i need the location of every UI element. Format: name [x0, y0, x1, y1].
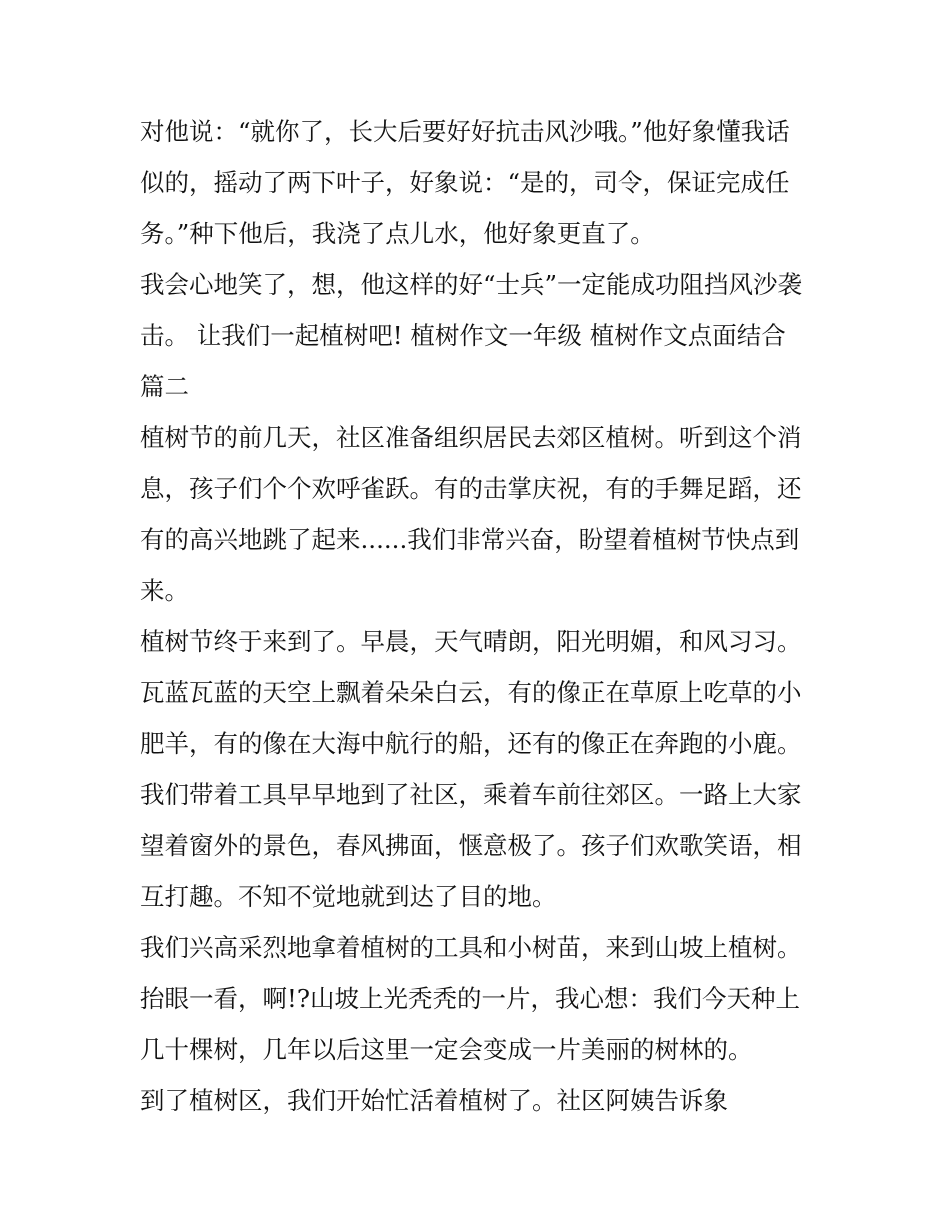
- text-line: 务。”种下他后，我浇了点儿水，他好象更直了。: [140, 219, 655, 248]
- text-line: 望着窗外的景色，春风拂面，惬意极了。孩子们欢歌笑语，相: [140, 831, 802, 860]
- text-line: 几十棵树，几年以后这里一定会变成一片美丽的树林的。: [140, 1035, 753, 1064]
- paragraph-6: [140, 1075, 815, 1126]
- text-line: 植树节的前几天，社区准备组织居民去郊区植树。听到这个消: [140, 423, 802, 452]
- document-body: [140, 106, 815, 1126]
- paragraph-1: [140, 106, 815, 259]
- text-line: 肥羊，有的像在大海中航行的船，还有的像正在奔跑的小鹿。: [140, 729, 802, 758]
- text-line: 互打趣。不知不觉地就到达了目的地。: [140, 882, 557, 911]
- text-line: 到了植树区，我们开始忙活着植树了。社区阿姨告诉象: [140, 1086, 728, 1115]
- text-line: 我会心地笑了，想，他这样的好“士兵”一定能成功阻挡风沙袭: [140, 270, 803, 299]
- text-line: 对他说：“就你了，长大后要好好抗击风沙哦。”他好象懂我话: [140, 117, 790, 146]
- text-line: 有的高兴地跳了起来......我们非常兴奋，盼望着植树节快点到: [140, 525, 800, 554]
- paragraph-3: [140, 412, 815, 616]
- text-line: 我们兴高采烈地拿着植树的工具和小树苗，来到山坡上植树。: [140, 933, 802, 962]
- paragraph-4: [140, 616, 815, 922]
- section-heading: 篇二: [140, 372, 189, 401]
- text-line: 瓦蓝瓦蓝的天空上飘着朵朵白云，有的像正在草原上吃草的小: [140, 678, 802, 707]
- text-line: 我们带着工具早早地到了社区，乘着车前往郊区。一路上大家: [140, 780, 802, 809]
- text-line: 似的，摇动了两下叶子，好象说：“是的，司令，保证完成任: [140, 168, 790, 197]
- text-line: 抬眼一看，啊!?山坡上光秃秃的一片，我心想：我们今天种上: [140, 984, 800, 1013]
- text-line: 息，孩子们个个欢呼雀跃。有的击掌庆祝，有的手舞足蹈，还: [140, 474, 802, 503]
- paragraph-5: [140, 922, 815, 1075]
- paragraph-2: [140, 259, 815, 412]
- text-line: 来。: [140, 576, 189, 605]
- text-line: 击。 让我们一起植树吧! 植树作文一年级 植树作文点面结合: [140, 321, 786, 350]
- text-line: 植树节终于来到了。早晨，天气晴朗，阳光明媚，和风习习。: [140, 627, 802, 656]
